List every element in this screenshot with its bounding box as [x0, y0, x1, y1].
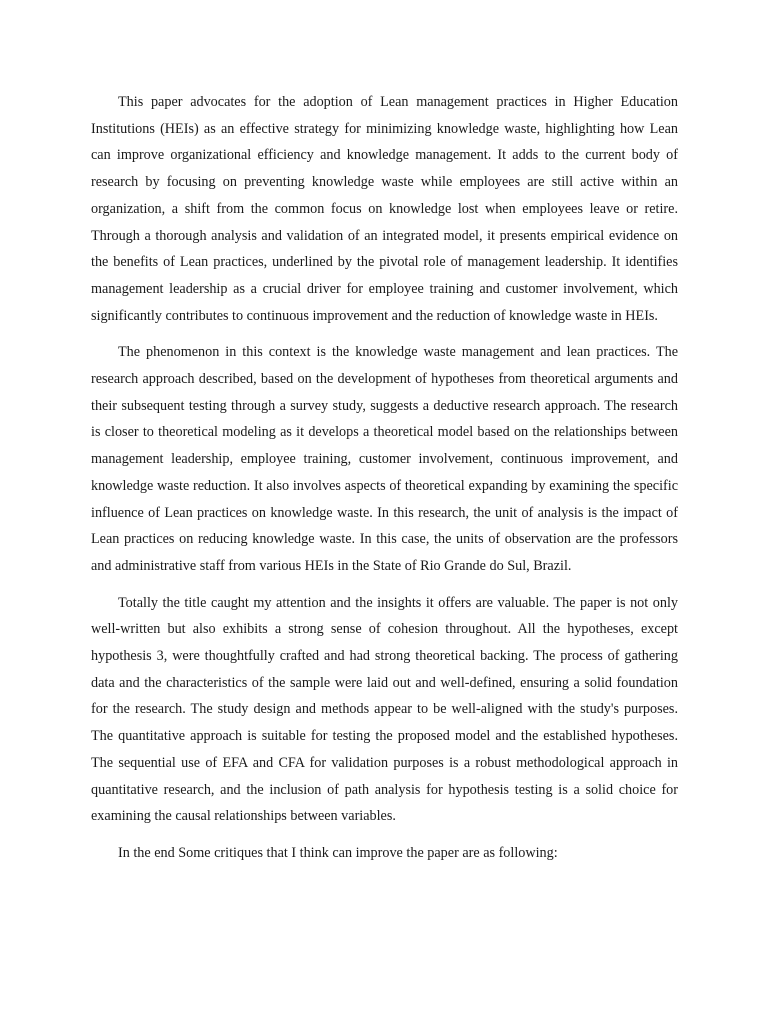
- paragraph-evaluation: Totally the title caught my attention and the insights it offers are valuable. The paper is not only well-written but also exhibits a strong sense of cohesion throughout. All the hypotheses, except hypothesis 3, were thoughtfully crafted and had strong theoretical backing. The process of gathering data and the characteristics of the sample were laid out and well-defined, ensuring a solid foundation for the research. The study design and methods appear to be well-aligned with the study's purposes. The quantitative approach is suitable for testing the proposed model and the established hypotheses. The sequential use of EFA and CFA for validation purposes is a robust methodological approach in quantitative research, and the inclusion of path analysis for hypothesis testing is a solid choice for examining the causal relationships between variables.: [91, 594, 678, 825]
- paragraph-summary: This paper advocates for the adoption of Lean management practices in Higher Education Institutions (HEIs) as an effective strategy for minimizing knowledge waste, highlighting how Lean can improve organizational efficiency and knowledge management. It adds to the current body of research by focusing on preventing knowledge waste while employees are still active within an organization, a shift from the common focus on knowledge lost when employees leave or retire. Through a thorough analysis and validation of an integrated model, it presents empirical evidence on the benefits of Lean practices, underlined by the pivotal role of management leadership. It identifies management leadership as a crucial driver for employee training and customer involvement, which significantly contributes to continuous improvement and the reduction of knowledge waste in HEIs.: [91, 94, 678, 324]
- document-page: [91, 89, 678, 877]
- paragraph-research-approach: The phenomenon in this context is the knowledge waste management and lean practices. The research approach described, based on the development of hypotheses from theoretical arguments and their subsequent testing through a survey study, suggests a deductive research approach. The research is closer to theoretical modeling as it develops a theoretical model based on the relationships between management leadership, employee training, customer involvement, continuous improvement, and knowledge waste reduction. It also involves aspects of theoretical expanding by examining the specific influence of Lean practices on knowledge waste. In this research, the unit of analysis is the impact of Lean practices on reducing knowledge waste. In this case, the units of observation are the professors and administrative staff from various HEIs in the State of Rio Grande do Sul, Brazil.: [91, 344, 678, 574]
- paragraph-critiques-intro: In the end Some critiques that I think can improve the paper are as following:: [118, 844, 558, 861]
